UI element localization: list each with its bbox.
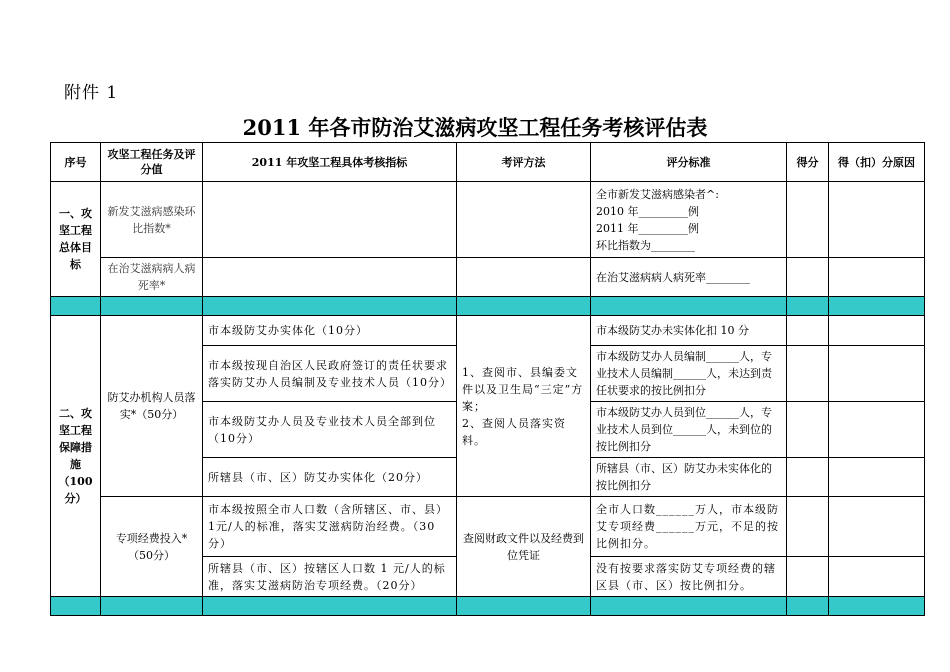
section2-group2-method: 查阅财政文件以及经费到位凭证 (457, 497, 591, 597)
section1-row1-task: 新发艾滋病感染环比指数* (101, 182, 203, 258)
section1-row1-criteria (591, 182, 787, 258)
page-title: 2011 年各市防治艾滋病攻坚工程任务考核评估表 (242, 115, 708, 140)
section1-row2-task: 在治艾滋病病人病死率* (101, 258, 203, 297)
section2-group2-criteria: 没有按要求落实防艾专项经费的辖区县（市、区）按比例扣分。 (591, 557, 787, 597)
score-cell[interactable] (787, 497, 829, 557)
section2-group2-task: 专项经费投入*（50分） (101, 497, 203, 597)
reason-cell[interactable] (829, 402, 925, 458)
table-row (51, 316, 925, 346)
score-cell[interactable] (787, 402, 829, 458)
criteria-line: 2010 年_________例 (596, 204, 699, 218)
section1-row2-method (457, 258, 591, 297)
score-cell[interactable] (787, 258, 829, 297)
reason-cell[interactable] (829, 182, 925, 258)
header-score: 得分 (787, 143, 829, 182)
table-row (51, 497, 925, 557)
reason-cell[interactable] (829, 497, 925, 557)
section2-group1-criteria: 市本级防艾办人员到位______人，专业技术人员到位______人，未到位的按比例扣分 (591, 402, 787, 458)
section2-group1-indicator: 市本级防艾办实体化（10分） (203, 316, 457, 346)
section1-row2-criteria: 在治艾滋病病人病死率________ (591, 258, 787, 297)
score-cell[interactable] (787, 557, 829, 597)
reason-cell[interactable] (829, 316, 925, 346)
section2-group2-criteria: 全市人口数______万人，市本级防艾专项经费______万元，不足的按比例扣分。 (591, 497, 787, 557)
section2-group1-criteria: 市本级防艾办人员编制______人，专业技术人员编制______人，未达到责任状要求的按比例扣分 (591, 346, 787, 402)
section1-row2-indicator (203, 258, 457, 297)
separator-band (51, 297, 925, 316)
separator-band (51, 597, 925, 616)
section2-group2-indicator: 市本级按照全市人口数（含所辖区、市、县）1元/人的标准，落实艾滋病防治经费。（30分） (203, 497, 457, 557)
score-cell[interactable] (787, 182, 829, 258)
table-row (51, 258, 925, 297)
score-cell[interactable] (787, 458, 829, 497)
header-method: 考评方法 (457, 143, 591, 182)
score-cell[interactable] (787, 346, 829, 402)
section2-group2-indicator: 所辖县（市、区）按辖区人口数 1 元/人的标准，落实艾滋病防治专项经费。（20分） (203, 557, 457, 597)
section1-row1-indicator (203, 182, 457, 258)
reason-cell[interactable] (829, 258, 925, 297)
section2-group1-task: 防艾办机构人员落实*（50分） (101, 316, 203, 497)
section2-group1-indicator: 市本级按现自治区人民政府签订的责任状要求落实防艾办人员编制及专业技术人员（10分） (203, 346, 457, 402)
attachment-label: 附件 1 (64, 83, 119, 103)
section2-group1-criteria: 市本级防艾办未实体化扣 10 分 (591, 316, 787, 346)
reason-cell[interactable] (829, 346, 925, 402)
header-row (51, 143, 925, 182)
header-reason: 得（扣）分原因 (829, 143, 925, 182)
header-indicator: 2011 年攻坚工程具体考核指标 (203, 143, 457, 182)
score-cell[interactable] (787, 316, 829, 346)
header-task-score: 攻坚工程任务及评分值 (101, 143, 203, 182)
reason-cell[interactable] (829, 458, 925, 497)
criteria-line: 全市新发艾滋病感染者^: (596, 187, 719, 201)
section2-label: 二、攻坚工程保障措施（100分） (51, 316, 101, 597)
header-seq: 序号 (51, 143, 101, 182)
header-criteria: 评分标准 (591, 143, 787, 182)
section2-group1-criteria: 所辖县（市、区）防艾办未实体化的按比例扣分 (591, 458, 787, 497)
assessment-table (50, 142, 925, 616)
section2-group1-indicator: 所辖县（市、区）防艾办实体化（20分） (203, 458, 457, 497)
section2-group1-method: 1、查阅市、县编委文件以及卫生局“三定”方案； 2、查阅人员落实资料。 (457, 316, 591, 497)
section2-group1-indicator: 市本级防艾办人员及专业技术人员全部到位（10分） (203, 402, 457, 458)
criteria-line: 环比指数为________ (596, 238, 695, 252)
section1-row1-method (457, 182, 591, 258)
section1-label: 一、攻坚工程总体目标 (51, 182, 101, 297)
table-row (51, 182, 925, 258)
reason-cell[interactable] (829, 557, 925, 597)
criteria-line: 2011 年_________例 (596, 221, 699, 235)
